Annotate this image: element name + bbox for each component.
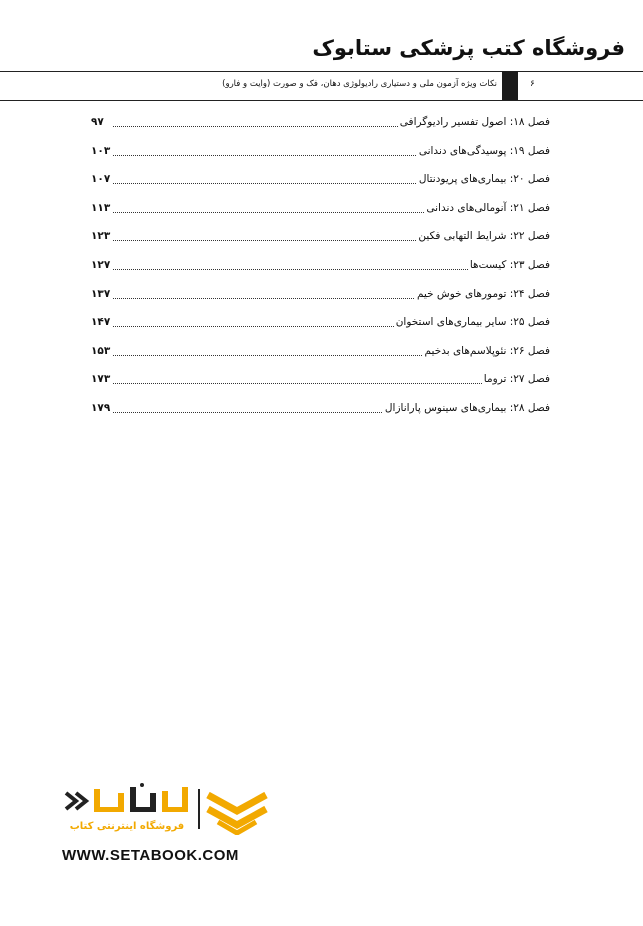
header-black-tab bbox=[502, 71, 518, 101]
header-bottom-rule bbox=[0, 100, 643, 101]
toc-entry[interactable] bbox=[91, 312, 550, 341]
toc-entry-title: فصل ۲۳: کیست‌ها bbox=[469, 258, 550, 271]
toc-entry[interactable] bbox=[91, 341, 550, 370]
setabook-wordmark-icon bbox=[62, 783, 196, 819]
logo-divider bbox=[198, 789, 200, 829]
toc-entry-title: فصل ۲۵: سایر بیماری‌های استخوان bbox=[395, 316, 550, 329]
toc-entry-page: ۱۵۳ bbox=[91, 344, 111, 357]
toc-entry[interactable] bbox=[91, 284, 550, 313]
toc-entry-page: ۱۲۷ bbox=[91, 258, 111, 271]
page-number: ۶ bbox=[530, 79, 535, 89]
table-of-contents bbox=[91, 112, 550, 427]
toc-entry-page: ۱۷۳ bbox=[91, 373, 111, 386]
toc-entry[interactable] bbox=[91, 398, 550, 427]
toc-entry[interactable] bbox=[91, 226, 550, 255]
toc-entry-page: ۹۷ bbox=[91, 116, 104, 128]
logo-subtitle: فروشگاه اینترنتی کتاب bbox=[69, 821, 185, 832]
toc-entry-page: ۱۱۳ bbox=[91, 201, 111, 214]
toc-entry-page: ۱۳۷ bbox=[91, 287, 111, 300]
running-title: نکات ویژه آزمون ملی و دستیاری رادیولوژی دهان، فک و صورت (وایت و فارو) bbox=[222, 79, 497, 89]
toc-entry-page: ۱۰۳ bbox=[91, 144, 111, 157]
toc-entry-page: ۱۴۷ bbox=[91, 316, 111, 329]
toc-entry-title: فصل ۲۷: تروما bbox=[483, 373, 550, 386]
toc-entry[interactable] bbox=[91, 112, 550, 141]
header-top-rule bbox=[0, 71, 643, 72]
toc-entry-title: فصل ۲۶: نئوپلاسم‌های بدخیم bbox=[424, 344, 550, 357]
toc-entry[interactable] bbox=[91, 141, 550, 170]
running-header bbox=[0, 71, 643, 101]
toc-entry[interactable] bbox=[91, 169, 550, 198]
store-title: فروشگاه کتب پزشکی ستابوک bbox=[312, 36, 625, 60]
toc-entry-title: فصل ۱۹: پوسیدگی‌های دندانی bbox=[418, 144, 550, 157]
toc-entry[interactable] bbox=[91, 198, 550, 227]
toc-entry-page: ۱۲۳ bbox=[91, 230, 111, 243]
toc-entry-page: ۱۷۹ bbox=[91, 401, 111, 414]
toc-entry-title: فصل ۱۸: اصول تفسیر رادیوگرافی bbox=[399, 116, 550, 128]
toc-entry-page: ۱۰۷ bbox=[91, 173, 111, 186]
toc-entry-title: فصل ۲۸: بیماری‌های سینوس پارانازال bbox=[384, 401, 550, 414]
logo-url[interactable]: WWW.SETABOOK.COM bbox=[62, 847, 239, 864]
toc-entry-title: فصل ۲۴: تومورهای خوش خیم bbox=[416, 287, 550, 300]
chevron-stack-icon bbox=[204, 789, 270, 835]
toc-entry[interactable] bbox=[91, 369, 550, 398]
toc-entry-title: فصل ۲۱: آنومالی‌های دندانی bbox=[426, 201, 550, 214]
toc-entry-title: فصل ۲۲: شرایط التهابی فکین bbox=[418, 230, 550, 243]
toc-entry-title: فصل ۲۰: بیماری‌های پریودنتال bbox=[418, 173, 550, 186]
toc-entry[interactable] bbox=[91, 255, 550, 284]
setabook-logo bbox=[52, 783, 282, 873]
